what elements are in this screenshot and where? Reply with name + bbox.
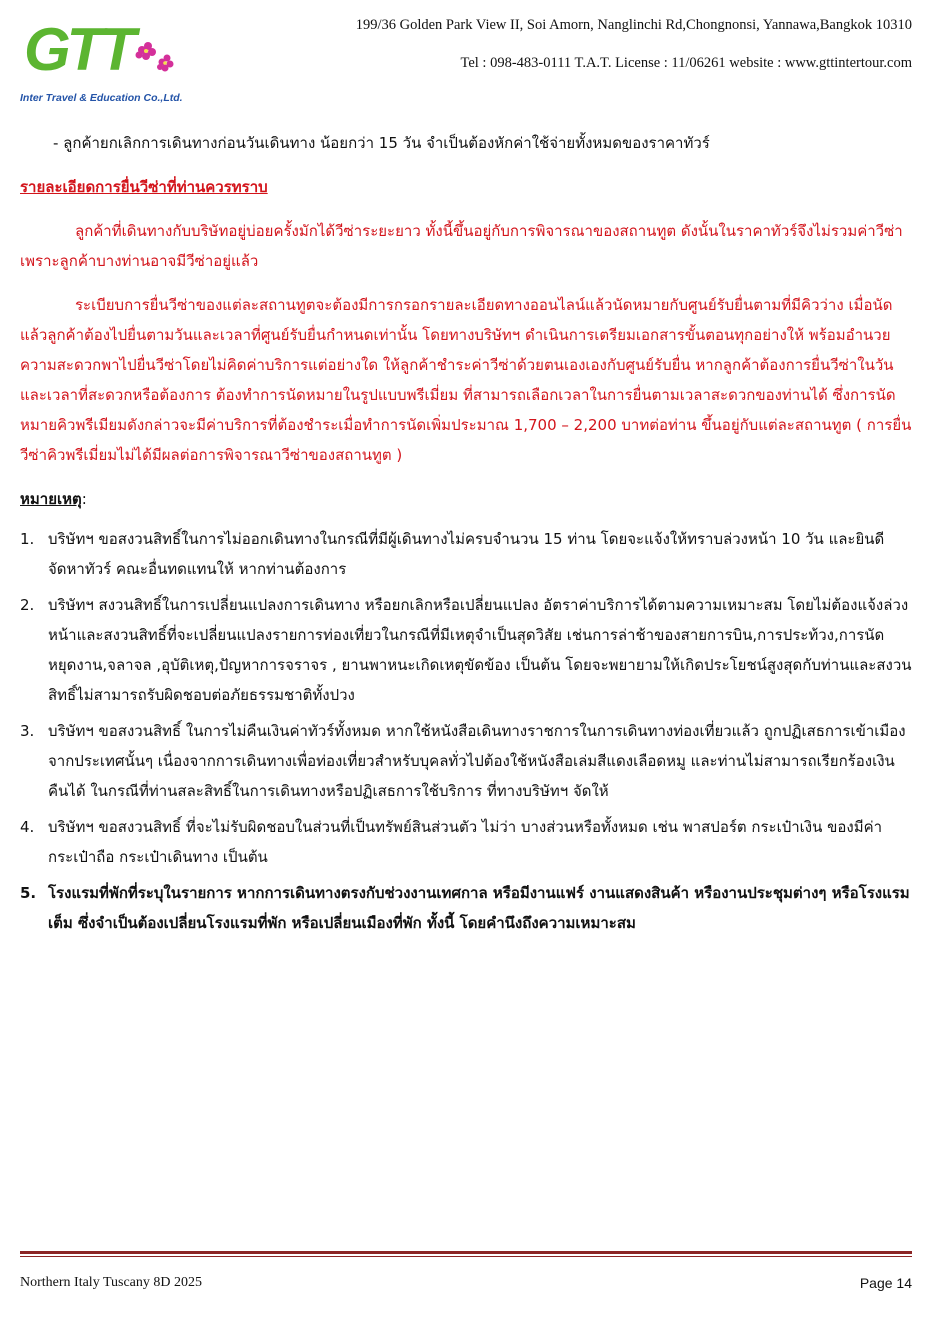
logo-subtitle: Inter Travel & Education Co.,Ltd. [20,92,183,104]
visa-paragraph-1: ลูกค้าที่เดินทางกับบริษัทอยู่บ่อยครั้งมักได้วีซ่าระยะยาว ทั้งนี้ขึ้นอยู่กับการพิจารณาของสถานทูต ดังนั้นในราคาทัวร์จึงไม่รวมค่าวีซ่า เพราะลูกค้าบางท่านอาจมีวีซ่าอยู่แล้ว [20,222,903,270]
list-number: 5. [20,884,37,902]
list-item [20,590,912,710]
list-text: โรงแรมที่พักที่ระบุในรายการ หากการเดินทางตรงกับช่วงงานเทศกาล หรือมีงานแฟร์ งานแสดงสินค้า หรืองานประชุมต่างๆ หรือโรงแรมเต็ม ซึ่งจำเป็นต้องเปลี่ยนโรงแรมที่พัก หรือเปลี่ยนเมืองที่พัก ทั้งนี้ โดยคำนึงถึงความเหมาะสม [48,884,910,932]
company-logo [18,16,183,112]
logo-text: GTT [24,16,132,83]
notes-heading-text: หมายเหตุ [20,490,82,508]
notes-heading [20,484,912,514]
list-number: 3. [20,722,35,740]
list-number: 1. [20,530,35,548]
list-item [20,524,912,584]
list-item [20,878,912,938]
list-text: บริษัทฯ ขอสงวนสิทธิ์ ที่จะไม่รับผิดชอบในส่วนที่เป็นทรัพย์สินส่วนตัว ไม่ว่า บางส่วนหรือทั้งหมด เช่น พาสปอร์ต กระเป๋าเงิน ของมีค่า กระเป๋าถือ กระเป๋าเดินทาง เป็นต้น [48,818,883,866]
list-text: บริษัทฯ สงวนสิทธิ์ในการเปลี่ยนแปลงการเดินทาง หรือยกเลิกหรือเปลี่ยนแปลง อัตราค่าบริการได้ตามความเหมาะสม โดยไม่ต้องแจ้งล่วงหน้าและสงวนสิทธิ์ที่จะเปลี่ยนแปลงรายการท่องเที่ยวในกรณีที่มีเหตุจำเป็นสุดวิสัย เช่นการล่าช้าของสายการบิน,การประท้วง,การนัดหยุดงาน,จลาจล ,อุบัติเหตุ,ปัญหาการจราจร , ยานพาหนะเกิดเหตุขัดข้อง เป็นต้น โดยจะพยายามให้เกิดประโยชน์สูงสุดกับท่านและสงวนสิทธิ์ไม่สามารถรับผิดชอบต่อภัยธรรมชาติทั้งปวง [48,596,912,704]
document-body [20,128,912,944]
footer-divider [20,1251,912,1254]
cancellation-line: - ลูกค้ายกเลิกการเดินทางก่อนวันเดินทาง น้อยกว่า 15 วัน จำเป็นต้องหักค่าใช้จ่ายทั้งหมดของราคาทัวร์ [53,134,710,152]
flower-icon [128,36,176,76]
footer-title: Northern Italy Tuscany 8D 2025 [20,1275,202,1290]
visa-heading: รายละเอียดการยื่นวีซ่าที่ท่านควรทราบ [20,178,268,196]
notes-list [20,524,912,938]
company-address: 199/36 Golden Park View II, Soi Amorn, Nanglinchi Rd,Chongnonsi, Yannawa,Bangkok 10310 [355,17,912,33]
list-text: บริษัทฯ ขอสงวนสิทธิ์ในการไม่ออกเดินทางในกรณีที่มีผู้เดินทางไม่ครบจำนวน 15 ท่าน โดยจะแจ้งให้ทราบล่วงหน้า 10 วัน และยินดีจัดหาทัวร์ คณะอื่นทดแทนให้ หากท่านต้องการ [48,530,885,578]
notes-heading-suffix: : [81,490,87,508]
visa-paragraph-2: ระเบียบการยื่นวีซ่าของแต่ละสถานทูตจะต้องมีการกรอกรายละเอียดทางออนไลน์แล้วนัดหมายกับศูนย์รับยื่นตามที่มีคิวว่าง เมื่อนัดแล้วลูกค้าต้องไปยื่นตามวันและเวลาที่ศูนย์รับยื่นกำหนดเท่านั้น โดยทางบริษัทฯ ดำเนินการเตรียมเอกสารขั้นตอนทุกอย่างให้ พร้อมอำนวยความสะดวกพาไปยื่นวีซ่าโดยไม่คิดค่าบริการแต่อย่างใด ให้ลูกค้าชำระค่าวีซ่าด้วยตนเองเองกับศูนย์รับยื่น หากลูกค้าต้องการยื่นวีซ่าในวันและเวลาที่สะดวกหรือต้องการ ต้องทำการนัดหมายในรูปแบบพรีเมี่ยม ที่สามารถเลือกเวลาในการยื่นตามเวลาสะดวกของท่านได้ ซึ่งการนัดหมายคิวพรีเมียมดังกล่าวจะมีค่าบริการที่ต้องชำระเมื่อทำการนัดเพิ่มประมาณ 1,700 – 2,200 บาทต่อท่าน ขึ้นอยู่กับแต่ละสถานทูต ( การยื่นวีซ่าคิวพรีเมี่ยมไม่ได้มีผลต่อการพิจารณาวีซ่าของสถานทูต ) [20,296,912,464]
list-item [20,716,912,806]
list-number: 2. [20,596,35,614]
list-text: บริษัทฯ ขอสงวนสิทธิ์ ในการไม่คืนเงินค่าทัวร์ทั้งหมด หากใช้หนังสือเดินทางราชการในการเดินทางท่องเที่ยวแล้ว ถูกปฏิเสธการเข้าเมืองจากประเทศนั้นๆ เนื่องจากการเดินทางเพื่อท่องเที่ยวสำหรับบุคลทั่วไปต้องใช้หนังสือเล่มสีแดงเลือดหมู และท่านไม่สามารถเรียกร้องเงินคืนได้ ในกรณีที่ท่านสละสิทธิ์ในการเดินทางหรือปฏิเสธการใช้บริการ ที่ทางบริษัทฯ จัดให้ [48,722,906,800]
footer-divider-thin [20,1256,912,1257]
company-contact: Tel : 098-483-0111 T.A.T. License : 11/06261 website : www.gttintertour.com [460,55,912,71]
list-item [20,812,912,872]
list-number: 4. [20,818,35,836]
page-number: Page 14 [859,1275,912,1291]
